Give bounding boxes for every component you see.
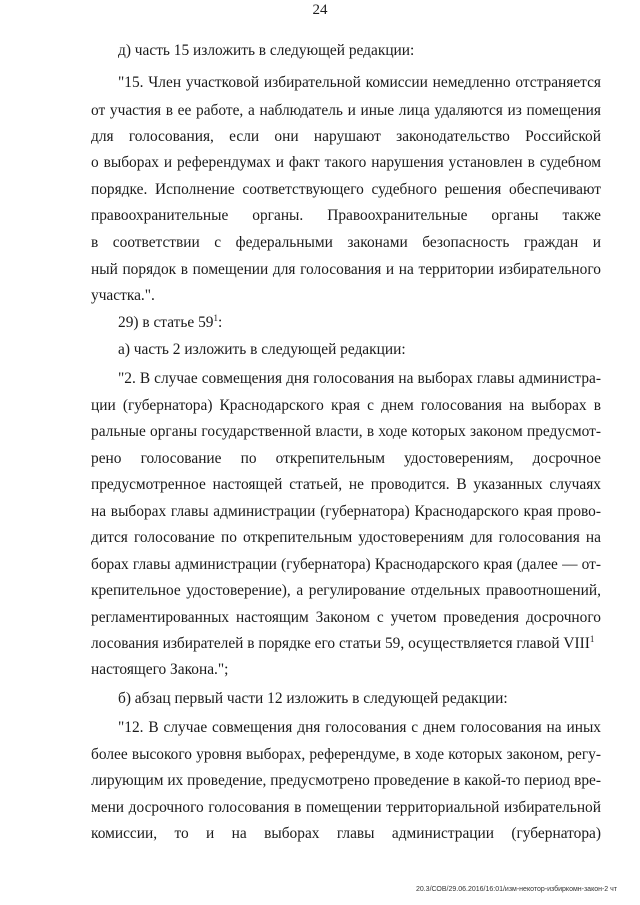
text-line: а) часть 2 изложить в следующей редакции: xyxy=(118,341,406,358)
text-line: регламентированных настоящим Законом с учетом проведения досрочного xyxy=(91,609,601,626)
text-line: ции (губернатора) Краснодарского края с днем голосования на выборах в xyxy=(91,397,601,414)
article-ref-colon: : xyxy=(217,314,223,331)
text-line: предусмотренное настоящей статьей, не проводится. В указанных случаях xyxy=(91,476,601,493)
document-footer-code: 20.3/СОВ/29.06.2016/16:01/изм-некотор-избиркомн-закон-2 чт xyxy=(415,886,617,893)
text-line xyxy=(91,635,601,653)
text-line: "2. В случае совмещения дня голосования на выборах главы администра- xyxy=(118,370,601,387)
text-line: борах главы администрации (губернатора) Краснодарского края (далее — от- xyxy=(91,556,601,573)
page-number: 24 xyxy=(312,2,328,18)
text-line: б) абзац первый части 12 изложить в следующей редакции: xyxy=(118,690,508,707)
text-line: участка.". xyxy=(91,287,155,304)
text-line: правоохранительные органы. Правоохранительные органы также xyxy=(91,207,601,224)
text-line xyxy=(118,314,601,332)
text-line: комиссии, то и на выборах главы администрации (губернатора) xyxy=(91,825,601,842)
text-line: ный порядок в помещении для голосования и на территории избирательного xyxy=(91,261,601,278)
text-line: на выборах главы администрации (губернатора) Краснодарского края прово- xyxy=(91,503,601,520)
text-line: мени досрочного голосования в помещении территориальной избирательной xyxy=(91,799,601,816)
text-line: о выборах и референдумах и факт такого нарушения установлен в судебном xyxy=(91,154,601,171)
text-line: порядке. Исполнение соответствующего судебного решения обеспечивают xyxy=(91,181,601,198)
text-line: более высокого уровня выборах, референдуме, в ходе которых законом, регу- xyxy=(91,746,601,763)
superscript: 1 xyxy=(213,313,218,323)
text-line: д) часть 15 изложить в следующей редакции: xyxy=(118,42,415,59)
text-line: крепительное удостоверение), а регулирование отдельных правоотношений, xyxy=(91,582,601,599)
text-line: "15. Член участковой избирательной комиссии немедленно отстраняется xyxy=(118,74,601,91)
text-line: от участия в ее работе, а наблюдатель и иные лица удаляются из помещения xyxy=(91,102,601,119)
chapter-ref-text: лосования избирателей в порядке его статьи 59, осуществляется главой VIII xyxy=(91,635,590,652)
text-line: дится голосование по открепительным удостоверениям для голосования на xyxy=(91,529,601,546)
text-line: для голосования, если они нарушают законодательство Российской xyxy=(91,128,601,145)
text-line: настоящего Закона."; xyxy=(91,661,229,678)
article-ref-text: 29) в статье 59 xyxy=(118,314,214,331)
text-line: "12. В случае совмещения дня голосования с днем голосования на иных xyxy=(118,719,601,736)
text-line: лирующим их проведение, предусмотрено проведение в какой-то период вре- xyxy=(91,772,601,789)
text-line: ральные органы государственной власти, в ходе которых законом предусмот- xyxy=(91,423,601,440)
superscript: 1 xyxy=(589,634,595,644)
text-line: рено голосование по открепительным удостоверениям, досрочное xyxy=(91,450,601,467)
text-line: в соответствии с федеральными законами безопасность граждан и xyxy=(91,234,601,251)
